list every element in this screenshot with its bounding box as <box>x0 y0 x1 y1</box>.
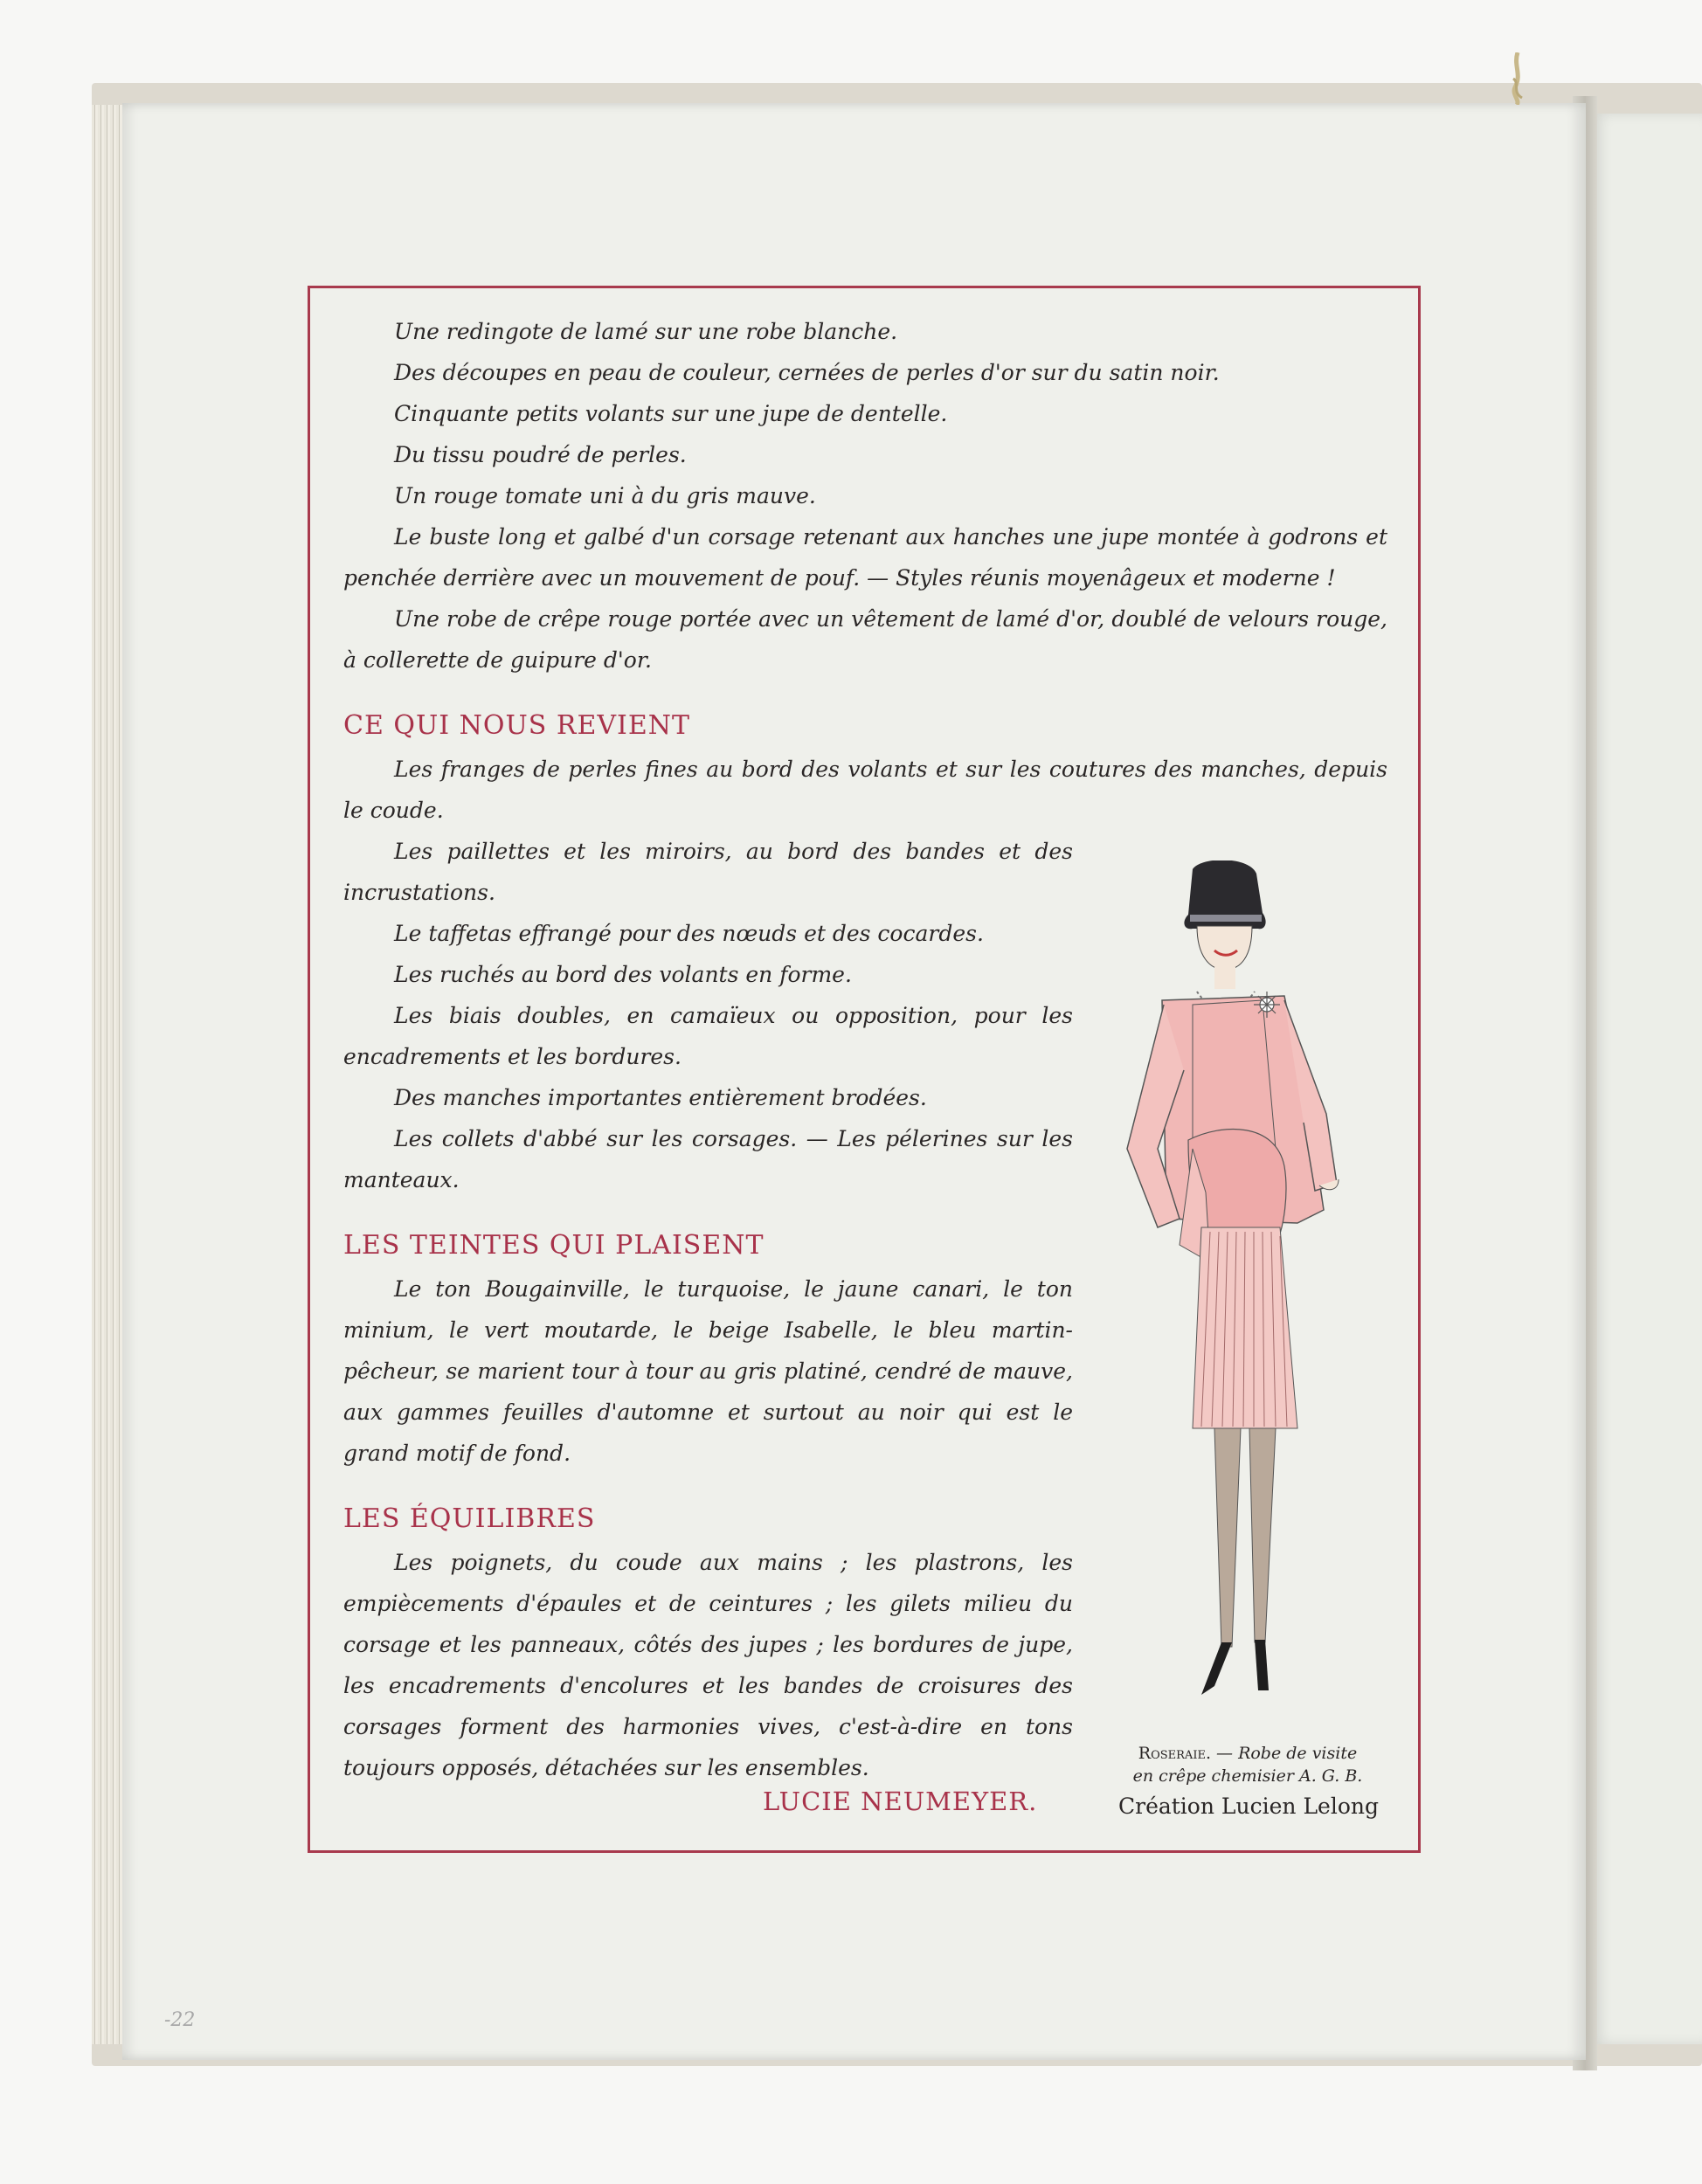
paragraph: Le taffetas effrangé pour des nœuds et des cocardes. <box>394 921 984 946</box>
paragraph: Du tissu poudré de perles. <box>394 442 687 467</box>
paragraph: Une robe de crêpe rouge portée avec un vêtement de lamé d'or, doublé de velours rouge, à collerette de guipure d'or. <box>343 606 1387 673</box>
caption-line2: en crêpe chemisier A. G. B. <box>1132 1766 1363 1786</box>
caption-name: Roseraie. <box>1138 1744 1211 1763</box>
paragraph: Les biais doubles, en camaïeux ou opposition, pour les encadrements et les bordures. <box>343 1003 1073 1069</box>
fashion-illustration <box>1110 860 1398 1725</box>
illustration-caption <box>1108 1742 1387 1787</box>
page-number: -22 <box>164 2009 196 2031</box>
paragraph: Un rouge tomate uni à du gris mauve. <box>394 483 816 508</box>
paragraph: Cinquante petits volants sur une jupe de dentelle. <box>394 401 948 426</box>
author-signature: LUCIE NEUMEYER. <box>763 1787 1038 1816</box>
binding-thread <box>1505 52 1531 105</box>
caption-line1: — Robe de visite <box>1210 1744 1358 1763</box>
paragraph: Les poignets, du coude aux mains ; les plastrons, les empiècements d'épaules et de ceintures ; les gilets milieu du corsage et les panneaux, côtés des jupes ; les bordures de jupe, les encadrements d'encolures et les bandes de croisures des corsages forment des harmonies vives, c'est-à-dire en tons toujours opposés, détachées sur les ensembles. <box>343 1550 1073 1780</box>
section1-list <box>343 831 1073 1788</box>
page-edges <box>92 105 127 2044</box>
section-heading-ce-qui-nous-revient: CE QUI NOUS REVIENT <box>343 710 691 741</box>
paragraph: Les collets d'abbé sur les corsages. — Les pélerines sur les manteaux. <box>343 1126 1073 1192</box>
paragraph: Les paillettes et les miroirs, au bord des bandes et des incrustations. <box>343 839 1073 905</box>
paragraph: Les ruchés au bord des volants en forme. <box>394 962 852 987</box>
paragraph: Des découpes en peau de couleur, cernées de perles d'or sur du satin noir. <box>394 360 1220 385</box>
paragraph: Une redingote de lamé sur une robe blanche. <box>394 319 898 344</box>
paragraph: Le ton Bougainville, le turquoise, le jaune canari, le ton minium, le vert moutarde, le beige Isabelle, le bleu martin-pêcheur, se marient tour à tour au gris platiné, cendré de mauve, aux gammes feuilles d'automne et surtout au noir qui est le grand motif de fond. <box>343 1276 1073 1466</box>
paragraph: Les franges de perles fines au bord des volants et sur les coutures des manches, depuis le coude. <box>343 757 1387 823</box>
section-heading-les-equilibres: LES ÉQUILIBRES <box>343 1503 596 1534</box>
section-heading-les-teintes: LES TEINTES QUI PLAISENT <box>343 1230 765 1261</box>
intro-paragraphs <box>343 311 1387 681</box>
designer-credit: Création Lucien Lelong <box>1117 1794 1379 1819</box>
paragraph: Des manches importantes entièrement brodées. <box>394 1085 927 1110</box>
facing-page <box>1592 114 1702 2044</box>
paragraph: Le buste long et galbé d'un corsage retenant aux hanches une jupe montée à godrons et penchée derrière avec un mouvement de pouf. — Styles réunis moyenâgeux et moderne ! <box>343 524 1387 591</box>
